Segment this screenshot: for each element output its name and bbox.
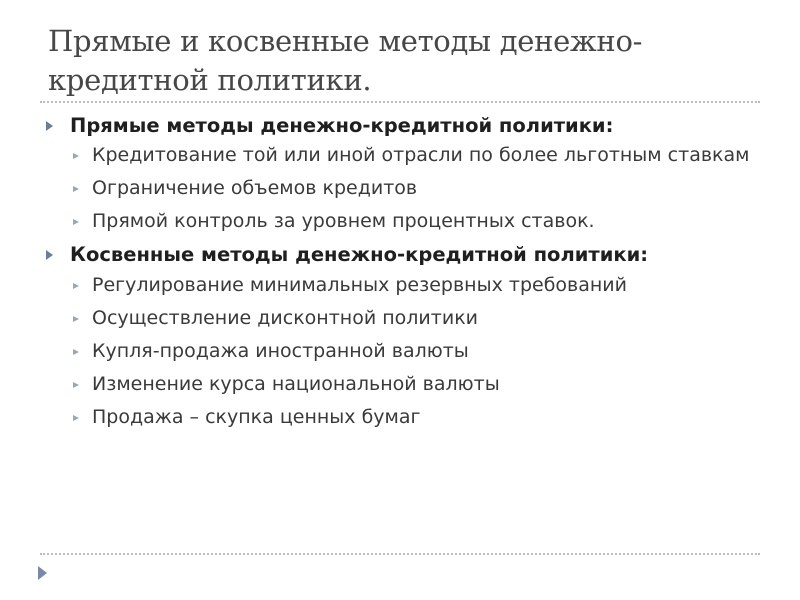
list-item	[46, 404, 758, 431]
small-triangle-bullet-icon	[73, 415, 79, 421]
section-heading-label: Косвенные методы денежно-кредитной политики:	[70, 243, 649, 266]
small-triangle-bullet-icon	[73, 283, 79, 289]
list-item	[46, 305, 758, 332]
slide-content	[46, 112, 758, 437]
list-item	[46, 208, 758, 235]
list-item-label: Прямой контроль за уровнем процентных ставок.	[92, 210, 595, 232]
list-item-label: Кредитование той или иной отрасли по более льготным ставкам	[92, 144, 750, 166]
list-item-label: Продажа – скупка ценных бумаг	[92, 406, 421, 428]
small-triangle-bullet-icon	[73, 382, 79, 388]
list-item	[46, 175, 758, 202]
list-item-label: Изменение курса национальной валюты	[92, 373, 500, 395]
small-triangle-bullet-icon	[73, 349, 79, 355]
list-item-label: Ограничение объемов кредитов	[92, 177, 418, 199]
section-heading-indirect	[46, 241, 758, 268]
slide-title: Прямые и косвенные методы денежно-кредитной политики.	[48, 24, 643, 97]
small-triangle-bullet-icon	[73, 153, 79, 159]
list-item	[46, 371, 758, 398]
list-item	[46, 272, 758, 299]
list-item	[46, 338, 758, 365]
list-item-label: Осуществление дисконтной политики	[92, 307, 479, 329]
small-triangle-bullet-icon	[73, 219, 79, 225]
triangle-bullet-icon	[46, 121, 53, 131]
section-heading-label: Прямые методы денежно-кредитной политики:	[70, 114, 614, 137]
list-item-label: Регулирование минимальных резервных требований	[92, 274, 627, 296]
small-triangle-bullet-icon	[73, 186, 79, 192]
title-divider	[40, 101, 760, 103]
triangle-bullet-icon	[46, 250, 53, 260]
list-item	[46, 142, 758, 169]
list-item-label: Купля-продажа иностранной валюты	[92, 340, 469, 362]
slide-nav-arrow-icon[interactable]	[38, 566, 47, 580]
footer-divider	[40, 553, 760, 555]
small-triangle-bullet-icon	[73, 316, 79, 322]
section-heading-direct	[46, 112, 758, 139]
